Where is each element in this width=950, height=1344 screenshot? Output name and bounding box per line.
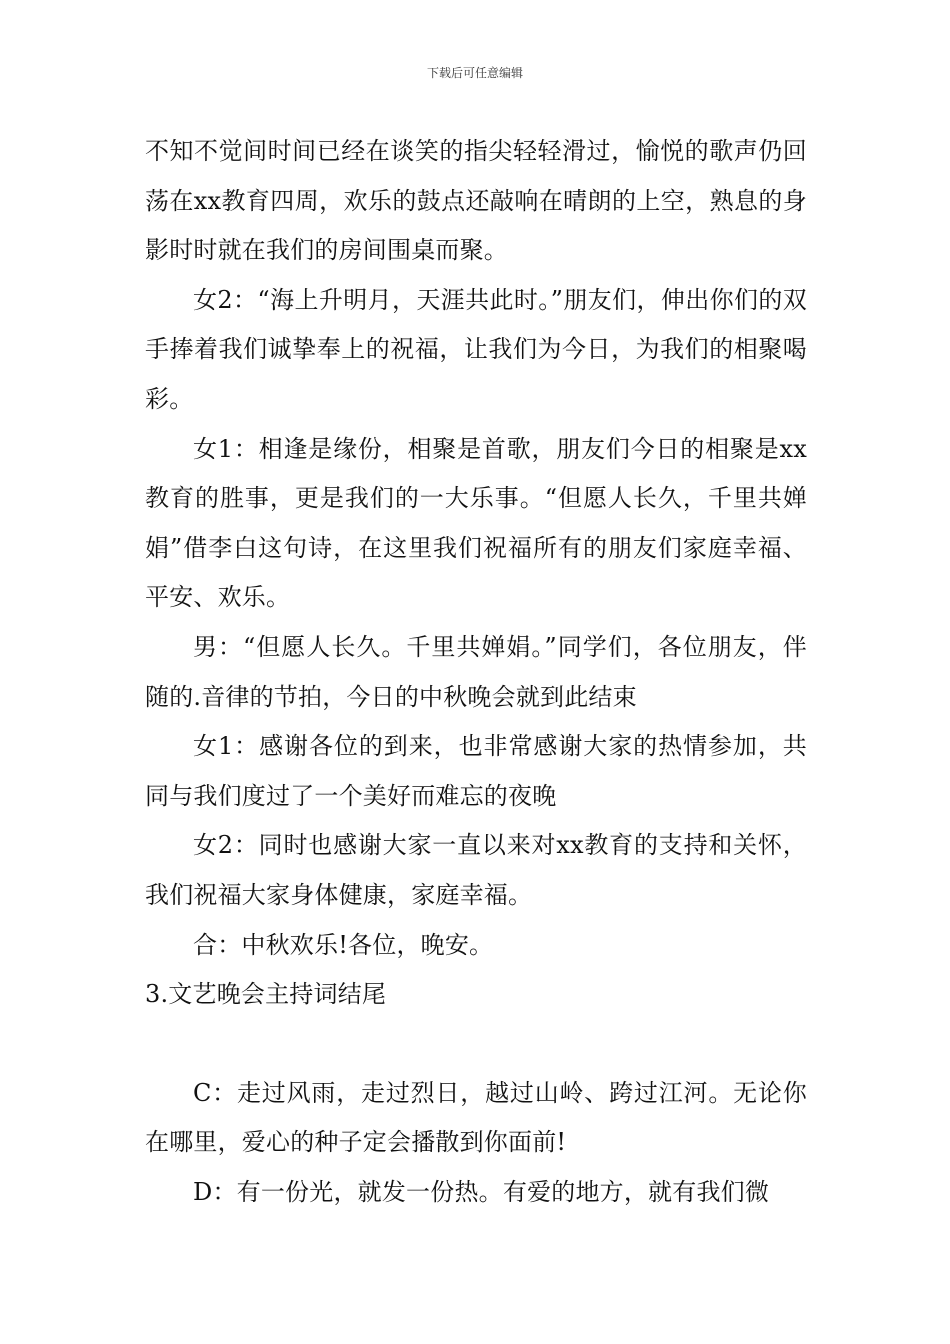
paragraph-9: D：有一份光，就发一份热。有爱的地方，就有我们微 <box>193 1177 770 1206</box>
paragraph-5: 女1：感谢各位的到来，也非常感谢大家的热情参加，共同与我们度过了一个美好而难忘的夜晚 <box>145 732 807 810</box>
paragraph-4: 男：“但愿人长久。千里共婵娟。”同学们，各位朋友，伴随的.音律的节拍，今日的中秋晚会就到此结束 <box>145 632 807 711</box>
document-body <box>145 127 807 1217</box>
paragraph-8: C：走过风雨，走过烈日，越过山岭、跨过江河。无论你在哪里，爱心的种子定会播散到你面前! <box>145 1078 807 1157</box>
section-heading: 3.文艺晚会主持词结尾 <box>145 980 387 1009</box>
page-header: 下载后可任意编辑 <box>426 66 523 80</box>
paragraph-3: 女1：相逢是缘份，相聚是首歌，朋友们今日的相聚是xx教育的胜事，更是我们的一大乐事。“但愿人长久，千里共婵娟”借李白这句诗，在这里我们祝福所有的朋友们家庭幸福、平安、欢乐。 <box>145 434 807 612</box>
paragraph-1: 不知不觉间时间已经在谈笑的指尖轻轻滑过，愉悦的歌声仍回荡在xx教育四周，欢乐的鼓点还敲响在晴朗的上空，熟息的身影时时就在我们的房间围桌而聚。 <box>145 137 807 265</box>
paragraph-2: 女2：“海上升明月，天涯共此时。”朋友们，伸出你们的双手捧着我们诚挚奉上的祝福，让我们为今日，为我们的相聚喝彩。 <box>145 285 807 413</box>
paragraph-7: 合：中秋欢乐!各位，晚安。 <box>193 930 494 959</box>
paragraph-6: 女2：同时也感谢大家一直以来对xx教育的支持和关怀，我们祝福大家身体健康，家庭幸福。 <box>145 831 807 909</box>
